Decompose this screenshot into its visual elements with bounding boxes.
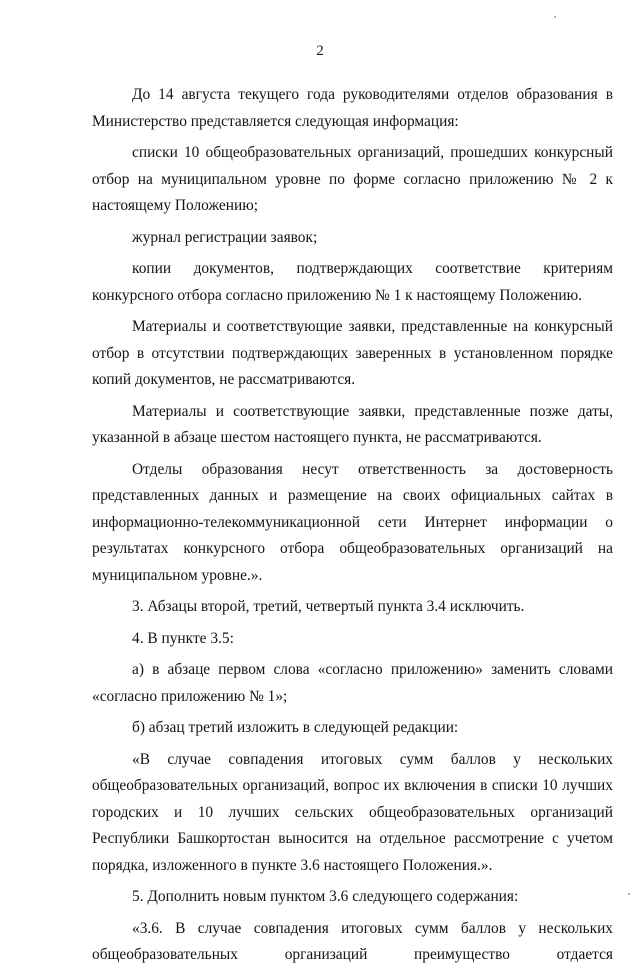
paragraph-item-4b: б) абзац третий изложить в следующей редакции: <box>132 719 459 736</box>
paragraph-tie-rule: «В случае совпадения итоговых сумм баллов у нескольких общеобразовательных организаций, вопрос их включения в списки 10 лучших городских и 10 лучших сельских общеобразовательных организаций Республики Башкортостан выносится на отдельное рассмотрение с учетом порядка, изложенного в пункте 3.6 настоящего Положения.». <box>92 750 613 874</box>
paragraph-lists: списки 10 общеобразовательных организаций, прошедших конкурсный отбор на муниципальном уровне по форме согласно приложению № 2 к настоящему Положению; <box>92 144 613 214</box>
paragraph-item-4: 4. В пункте 3.5: <box>132 629 234 647</box>
paragraph-item-3-6: «3.6. В случае совпадения итоговых сумм баллов у нескольких общеобразовательных организаций преимущество отдается <box>92 919 613 963</box>
page-number: 2 <box>316 43 324 59</box>
scan-speck <box>628 893 630 895</box>
paragraph-materials-late: Материалы и соответствующие заявки, представленные позже даты, указанной в абзаце шестом настоящего пункта, не рассматриваются. <box>92 402 613 446</box>
paragraph-materials-no-copies: Материалы и соответствующие заявки, представленные на конкурсный отбор в отсутствии подтверждающих заверенных в установленном порядке копий документов, не рассматриваются. <box>92 318 613 388</box>
paragraph-deadline-intro: До 14 августа текущего года руководителями отделов образования в Министерство представляется следующая информация: <box>92 86 613 130</box>
scan-speck <box>554 16 556 18</box>
paragraph-journal: журнал регистрации заявок; <box>132 228 318 246</box>
paragraph-item-4a: а) в абзаце первом слова «согласно приложению» заменить словами «согласно приложению № 1»; <box>92 661 613 705</box>
paragraph-responsibility: Отделы образования несут ответственность за достоверность представленных данных и размещение на своих официальных сайтах в информационно-телекоммуникационной сети Интернет информации о результатах конкурсного отбора общеобразовательных организаций на муниципальном уровне.». <box>92 460 613 584</box>
document-body <box>92 82 613 969</box>
paragraph-item-5: 5. Дополнить новым пунктом 3.6 следующего содержания: <box>132 888 519 905</box>
paragraph-item-3: 3. Абзацы второй, третий, четвертый пункта 3.4 исключить. <box>132 598 525 615</box>
paragraph-copies: копии документов, подтверждающих соответствие критериям конкурсного отбора согласно приложению № 1 к настоящему Положению. <box>92 260 613 304</box>
